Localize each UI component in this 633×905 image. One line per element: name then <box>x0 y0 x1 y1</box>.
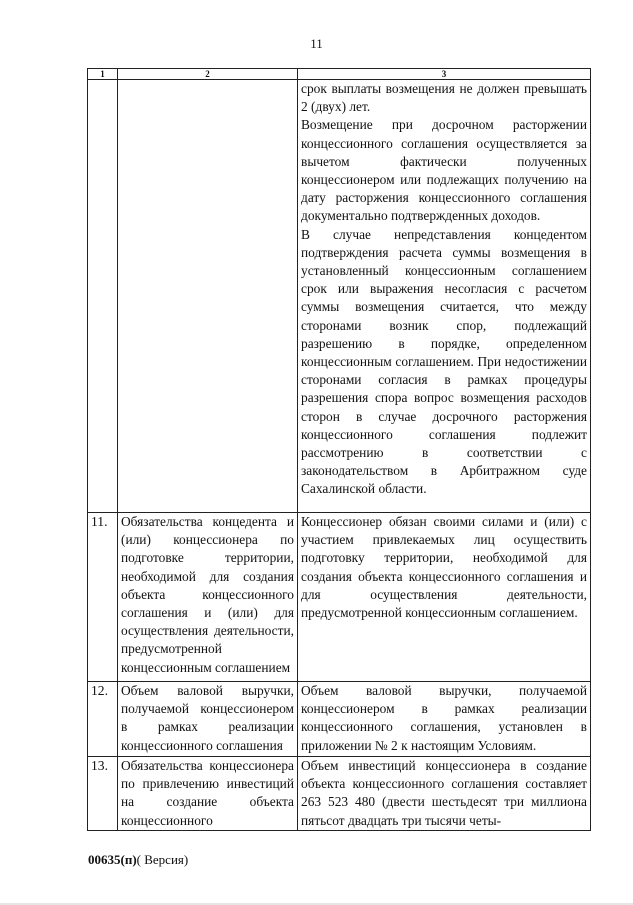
row-content-cell: Концессионер обязан своими силами и (или) с участием привлекаемых лиц осуществить подготовку территории, необходимой для создания объекта концессионного соглашения и для осуществления деятельности, предусмотренной концессионным соглашением. <box>298 513 591 682</box>
row-name-cell: Обязательства концедента и (или) концессионера по подготовке территории, необходимой для создания объекта концессионного соглашения и (или) для осуществления деятельности, предусмотренной концессионным соглашением <box>118 513 298 682</box>
table-row <box>88 682 591 757</box>
table-row-continuation <box>88 80 591 513</box>
column-header-1: 1 <box>88 69 118 80</box>
row-number-cell: 13. <box>88 757 118 831</box>
row-name-cell <box>118 80 298 513</box>
row-content-cell <box>298 80 591 513</box>
conditions-table <box>87 68 591 831</box>
continuation-paragraph: Возмещение при досрочном расторжении концессионного соглашения осуществляется за вычетом фактически полученных концессионером или подлежащих получению на дату расторжения концессионного соглашения документально подтвержденных доходов. <box>301 117 587 224</box>
row-name-cell: Объем валовой выручки, получаемой концессионером в рамках реализации концессионного соглашения <box>118 682 298 757</box>
continuation-paragraph: срок выплаты возмещения не должен превышать 2 (двух) лет. <box>301 81 587 115</box>
row-number-cell <box>88 80 118 513</box>
column-header-3: 3 <box>298 69 591 80</box>
column-header-2: 2 <box>118 69 298 80</box>
continuation-paragraph: В случае непредставления концедентом подтверждения расчета суммы возмещения в установленный концессионным соглашением срок или выражения несогласия с расчетом суммы возмещения считается, что между сторонами возник спор, подлежащий разрешению в порядке, определенном концессионным соглашением. При недостижении сторонами согласия в рамках процедуры разрешения спора вопрос возмещения расходов сторон в случае досрочного расторжения концессионного соглашения подлежит рассмотрению в соответствии с законодательством в Арбитражном суде Сахалинской области. <box>301 226 587 497</box>
row-number-cell: 12. <box>88 682 118 757</box>
row-name-cell: Обязательства концессионера по привлечению инвестиций на создание объекта концессионного <box>118 757 298 831</box>
table-row <box>88 757 591 831</box>
document-footer <box>88 852 188 868</box>
row-content-cell: Объем инвестиций концессионера в создание объекта концессионного соглашения составляет 263 523 480 (двести шестьдесят три миллиона пятьсот двадцать три тысячи четы- <box>298 757 591 831</box>
table-header-row <box>88 69 591 80</box>
table-row <box>88 513 591 682</box>
document-code: 00635(п) <box>88 852 137 867</box>
page-number: 11 <box>310 36 323 51</box>
row-number-cell: 11. <box>88 513 118 682</box>
row-content-cell: Объем валовой выручки, получаемой концессионером в рамках реализации концессионного соглашения, установлен в приложении № 2 к настоящим Условиям. <box>298 682 591 757</box>
document-version: ( Версия) <box>136 852 189 867</box>
